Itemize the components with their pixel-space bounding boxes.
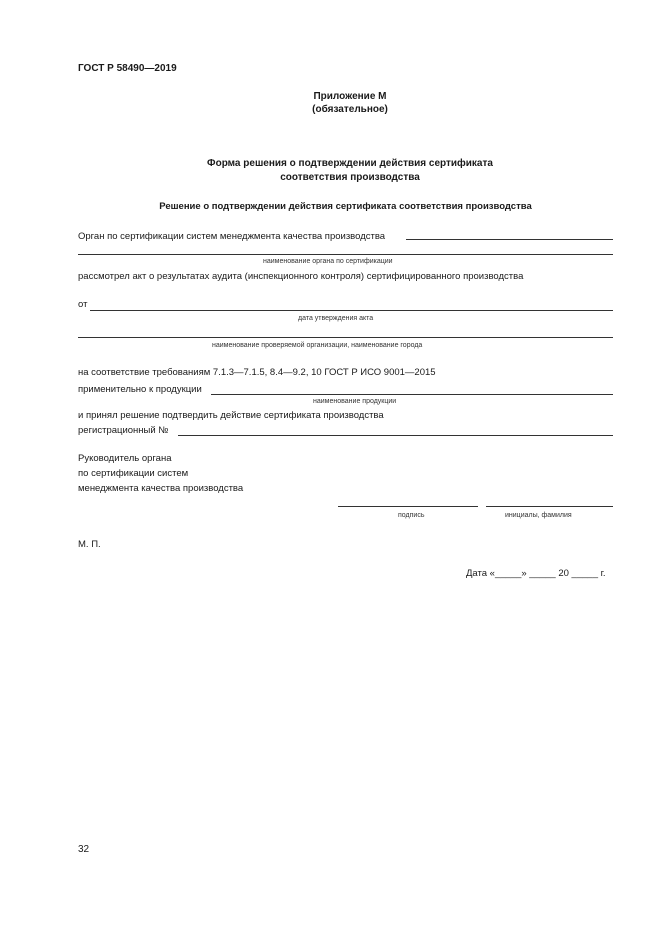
act-date-caption: дата утверждения акта <box>298 315 374 322</box>
form-title-line1: Форма решения о подтверждении действия сертификата <box>207 158 493 169</box>
date-line: Дата «_____» _____ 20 _____ г. <box>466 568 606 579</box>
page-number: 32 <box>78 844 90 855</box>
organization-field[interactable] <box>78 337 613 338</box>
name-caption: инициалы, фамилия <box>505 512 572 519</box>
certification-body-field[interactable] <box>406 239 613 240</box>
head-title-line2: по сертификации систем <box>78 468 189 479</box>
from-label: от <box>78 299 88 310</box>
signature-field[interactable] <box>338 506 478 507</box>
organization-caption: наименование проверяемой организации, наименование города <box>212 342 423 349</box>
reviewed-text: рассмотрел акт о результатах аудита (инспекционного контроля) сертифицированного производства <box>78 271 524 282</box>
act-date-field[interactable] <box>90 310 613 311</box>
head-title-line3: менеджмента качества производства <box>78 483 244 494</box>
product-caption: наименование продукции <box>313 398 397 405</box>
form-title-line2: соответствия производства <box>280 172 420 183</box>
certification-body-field-continued[interactable] <box>78 254 613 255</box>
form-subtitle: Решение о подтверждении действия сертификата соответствия производства <box>159 201 532 212</box>
compliance-text: на соответствие требованиям 7.1.3—7.1.5, 8.4—9.2, 10 ГОСТ Р ИСО 9001—2015 <box>78 367 436 378</box>
registration-label: регистрационный № <box>78 425 169 436</box>
name-field[interactable] <box>486 506 613 507</box>
signature-caption: подпись <box>398 512 425 519</box>
appendix-title: Приложение М <box>313 91 387 102</box>
product-field[interactable] <box>211 394 613 395</box>
appendix-status: (обязательное) <box>312 104 388 115</box>
standard-header: ГОСТ Р 58490—2019 <box>78 63 177 74</box>
head-title-line1: Руководитель органа <box>78 453 172 464</box>
product-label: применительно к продукции <box>78 384 202 395</box>
registration-number-field[interactable] <box>178 435 613 436</box>
decision-text: и принял решение подтвердить действие сертификата производства <box>78 410 384 421</box>
stamp-mark: М. П. <box>78 539 101 550</box>
certification-body-caption: наименование органа по сертификации <box>263 258 393 265</box>
certification-body-label: Орган по сертификации систем менеджмента качества производства <box>78 231 386 242</box>
